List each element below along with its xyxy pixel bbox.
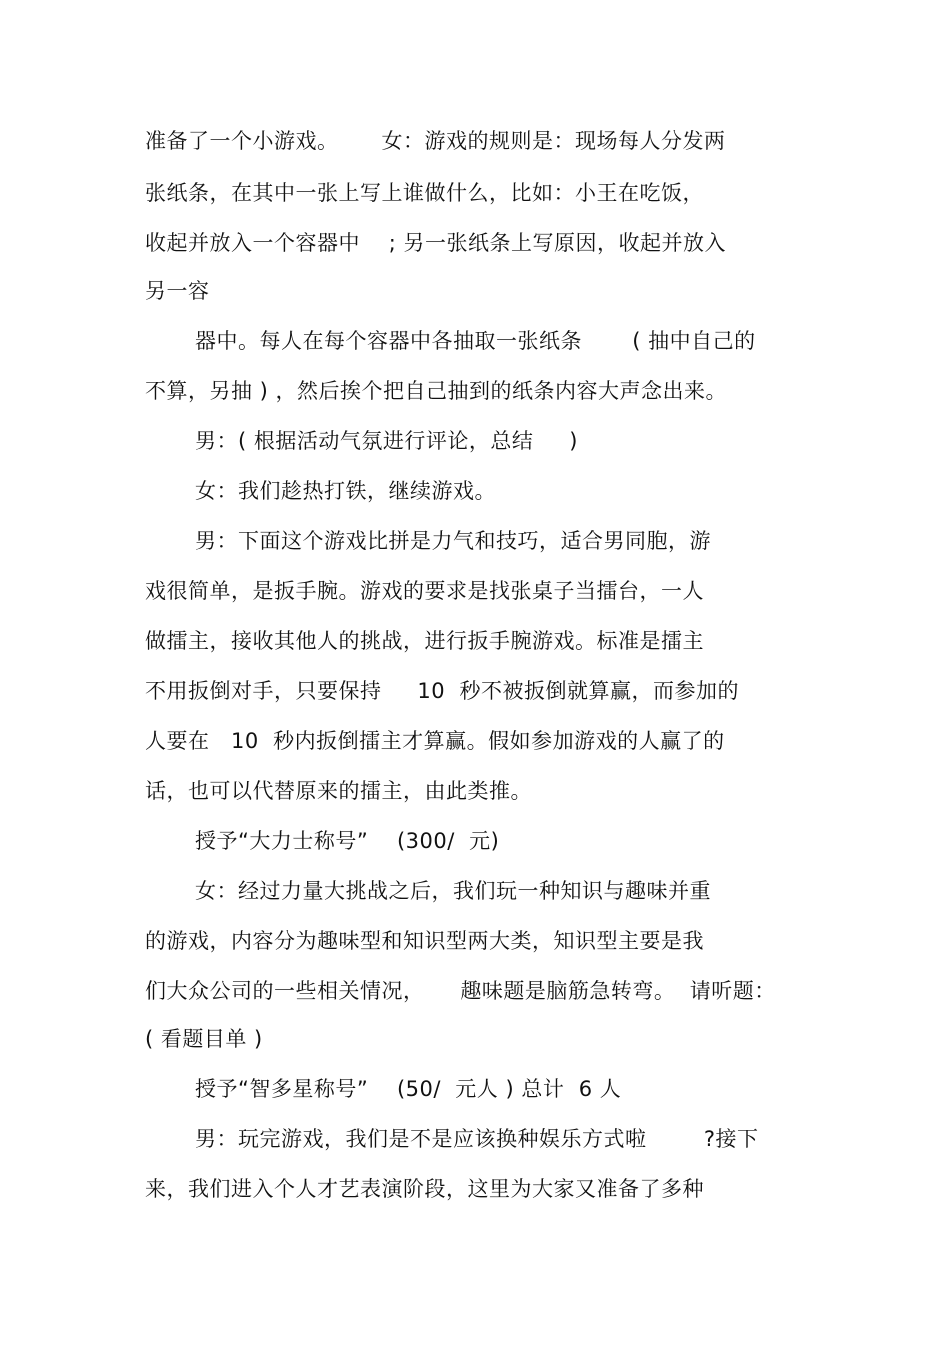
text-line: 话，也可以代替原来的擂主，由此类推。 [145,779,532,803]
text-line: 戏很简单，是扳手腕。游戏的要求是找张桌子当擂台，一人 [145,579,704,603]
text-line: 授予“大力士称号” (300/ 元) [195,829,500,853]
text-line: 男：( 根据活动气氛进行评论，总结 ) [195,429,578,453]
text-line: 来，我们进入个人才艺表演阶段，这里为大家又准备了多种 [145,1177,704,1201]
text-line: 不用扳倒对手，只要保持 10 秒不被扳倒就算赢，而参加的 [145,679,739,703]
text-line: 做擂主，接收其他人的挑战，进行扳手腕游戏。标准是擂主 [145,629,704,653]
text-line: 女：经过力量大挑战之后，我们玩一种知识与趣味并重 [195,879,711,903]
text-line: 收起并放入一个容器中 ; 另一张纸条上写原因，收起并放入 [145,231,726,255]
text-line: 们大众公司的一些相关情况， 趣味题是脑筋急转弯。 请听题： [145,979,776,1003]
text-line: 男：玩完游戏，我们是不是应该换种娱乐方式啦 ?接下 [195,1127,759,1151]
text-line: 不算，另抽 ) ，然后挨个把自己抽到的纸条内容大声念出来。 [145,379,728,403]
text-line: 女：我们趁热打铁，继续游戏。 [195,479,496,503]
text-line: 男：下面这个游戏比拼是力气和技巧，适合男同胞，游 [195,529,711,553]
text-line: 授予“智多星称号” (50/ 元人 ) 总计 6 人 [195,1077,622,1101]
text-line: 器中。每人在每个容器中各抽取一张纸条 ( 抽中自己的 [195,329,756,353]
text-line: 准备了一个小游戏。 女：游戏的规则是：现场每人分发两 [145,129,726,153]
text-line: 的游戏，内容分为趣味型和知识型两大类，知识型主要是我 [145,929,704,953]
text-line: 张纸条，在其中一张上写上谁做什么，比如：小王在吃饭， [145,181,704,205]
text-line: ( 看题目单 ) [145,1027,263,1051]
text-line: 另一容 [145,279,210,303]
text-line: 人要在 10 秒内扳倒擂主才算赢。假如参加游戏的人赢了的 [145,729,725,753]
